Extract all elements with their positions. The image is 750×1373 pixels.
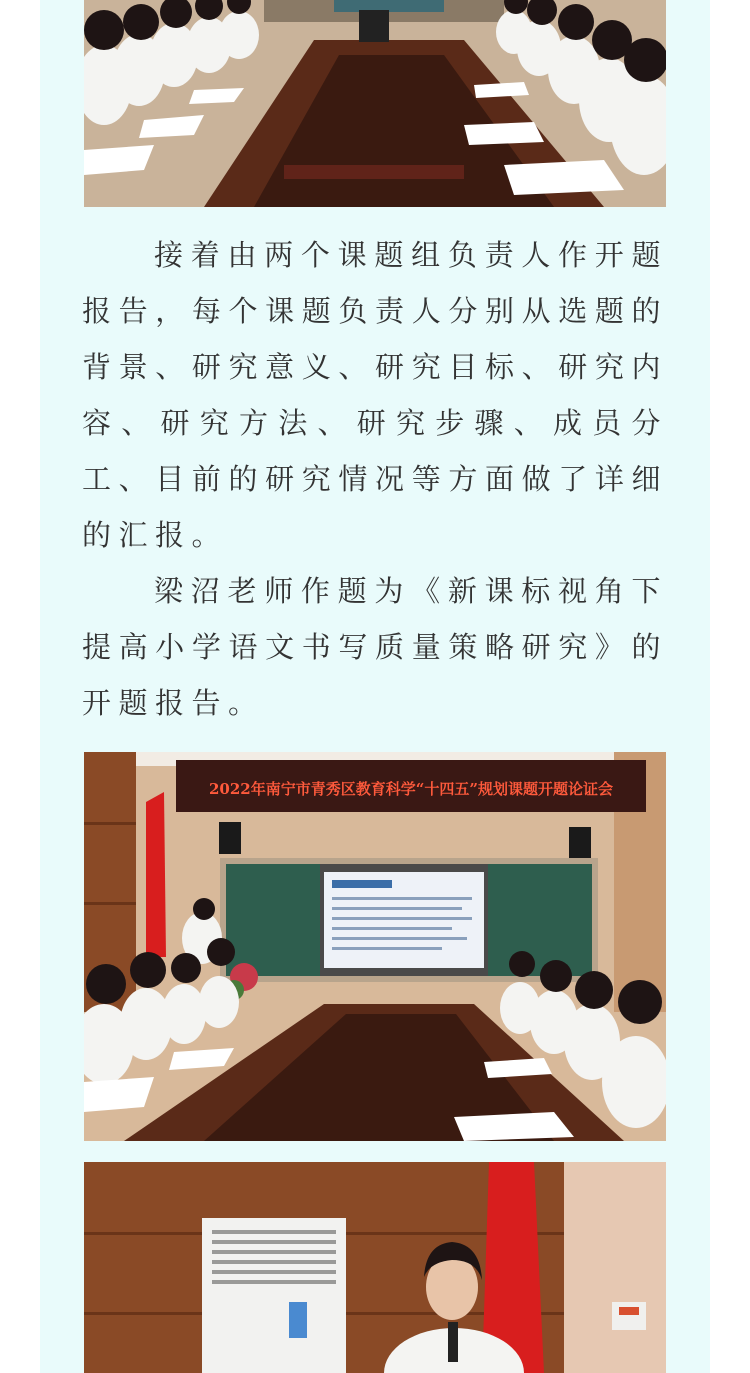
presenter-photo — [84, 1162, 666, 1373]
speaker-paragraph: 梁沼老师作题为《新课标视角下提高小学语文书写质量策略研究》的开题报告。 — [82, 574, 668, 720]
meeting-photo-room — [84, 752, 666, 1141]
banner-text: 2022年南宁市青秀区教育科学“十四五”规划课题开题论证会 — [208, 780, 614, 798]
report-paragraph: 接着由两个课题组负责人作开题报告，每个课题负责人分别从选题的背景、研究意义、研究目标、研究内容、研究方法、研究步骤、成员分工、目前的研究情况等方面做了详细的汇报。 — [82, 238, 668, 552]
meeting-photo-top — [84, 0, 666, 207]
